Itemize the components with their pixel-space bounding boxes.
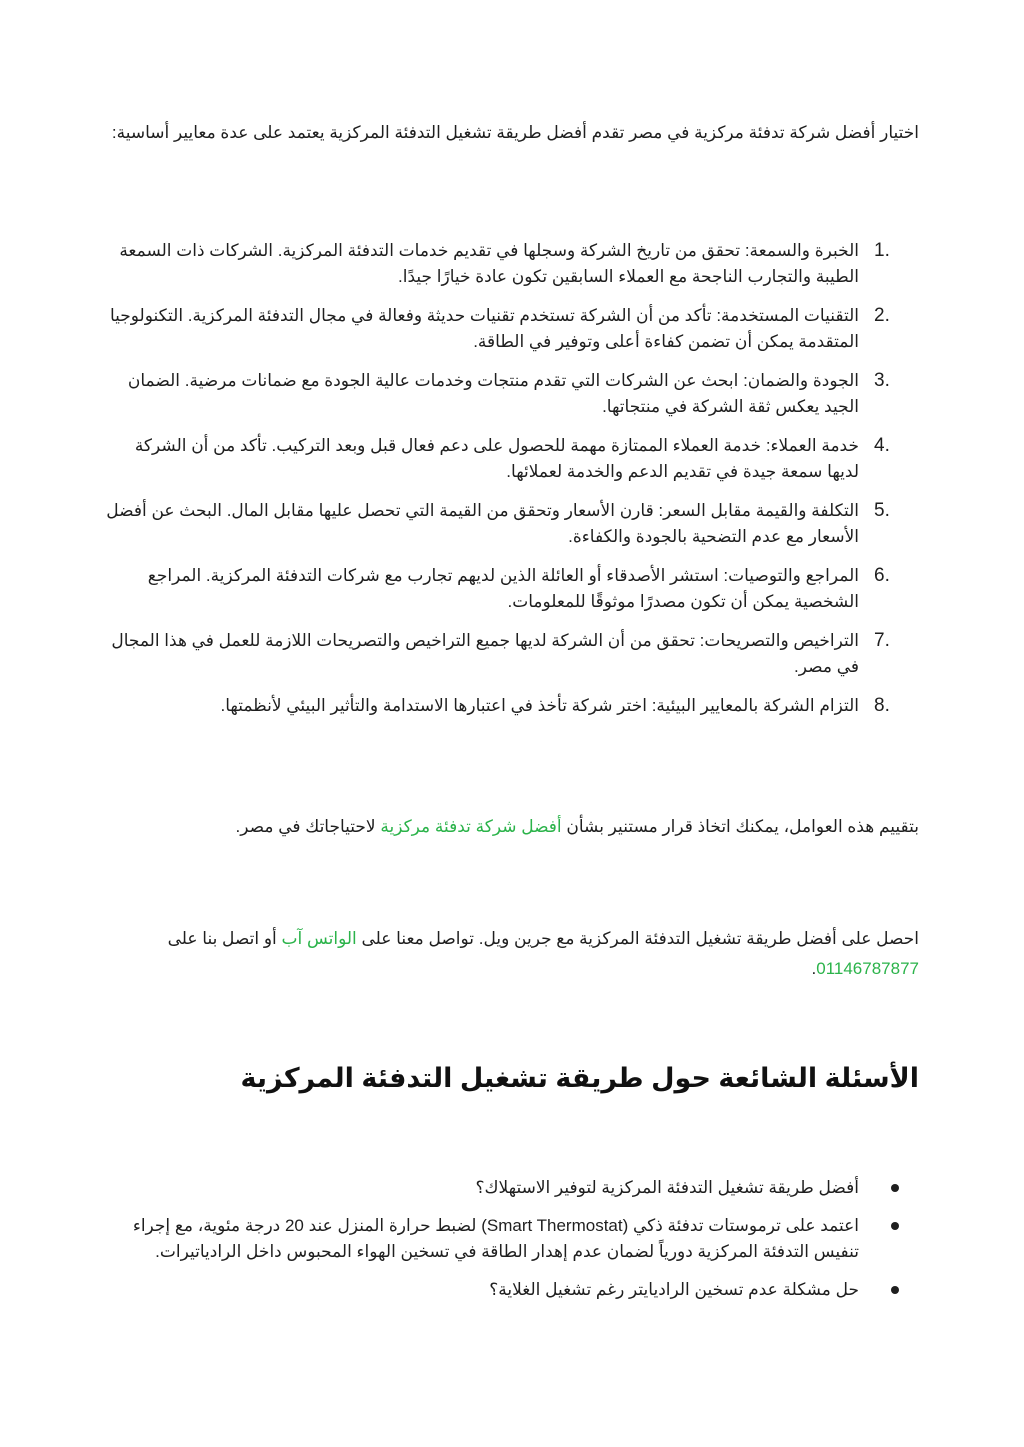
criteria-text: الجودة والضمان: ابحث عن الشركات التي تقدم منتجات وخدمات عالية الجودة مع ضمانات مرضية. الضمان الجيد يعكس ثقة الشركة في منتجاتها. bbox=[127, 371, 859, 416]
faq-item-text: أفضل طريقة تشغيل التدفئة المركزية لتوفير الاستهلاك؟ bbox=[475, 1178, 859, 1197]
list-number: 6. bbox=[874, 565, 890, 586]
list-number: 3. bbox=[874, 370, 890, 391]
contact-paragraph bbox=[104, 924, 919, 984]
criteria-text: خدمة العملاء: خدمة العملاء الممتازة مهمة للحصول على دعم فعال قبل وبعد التركيب. تأكد من أن الشركة لديها سمعة جيدة في تقديم الدعم والخدمة لعملائها. bbox=[134, 436, 859, 481]
list-number: 1. bbox=[874, 240, 890, 261]
faq-item bbox=[99, 1175, 859, 1201]
criteria-text: التقنيات المستخدمة: تأكد من أن الشركة تستخدم تقنيات حديثة وفعالة في مجال التدفئة المركزية. التكنولوجيا المتقدمة يمكن أن تضمن كفاءة أعلى وتوفير في الطاقة. bbox=[109, 306, 859, 351]
list-number: 8. bbox=[874, 695, 890, 716]
criteria-item bbox=[99, 498, 890, 550]
list-number: 4. bbox=[874, 435, 890, 456]
whatsapp-link[interactable]: الواتس آب bbox=[281, 929, 357, 948]
conclusion-text-after: لاحتياجاتك في مصر. bbox=[235, 817, 381, 836]
bullet-icon bbox=[891, 1222, 899, 1230]
criteria-item bbox=[99, 238, 890, 290]
best-heating-company-link[interactable]: أفضل شركة تدفئة مركزية bbox=[380, 817, 562, 836]
contact-text-middle: أو اتصل بنا على bbox=[167, 929, 282, 948]
list-number: 2. bbox=[874, 305, 890, 326]
criteria-item bbox=[99, 693, 890, 719]
faq-item bbox=[99, 1277, 859, 1303]
contact-text-before: احصل على أفضل طريقة تشغيل التدفئة المركزية مع جرين ويل. تواصل معنا على bbox=[356, 929, 919, 948]
criteria-item bbox=[99, 368, 890, 420]
faq-heading: الأسئلة الشائعة حول طريقة تشغيل التدفئة المركزية bbox=[240, 1063, 919, 1093]
criteria-text: التزام الشركة بالمعايير البيئية: اختر شركة تأخذ في اعتبارها الاستدامة والتأثير البيئي لأنظمتها. bbox=[220, 696, 859, 715]
phone-link[interactable]: 01146787877 bbox=[816, 959, 919, 978]
criteria-item bbox=[99, 303, 890, 355]
bullet-icon bbox=[891, 1286, 899, 1294]
conclusion-text-before: بتقييم هذه العوامل، يمكنك اتخاذ قرار مستنير بشأن bbox=[561, 817, 919, 836]
bullet-icon bbox=[891, 1184, 899, 1192]
list-number: 5. bbox=[874, 500, 890, 521]
criteria-list bbox=[99, 238, 890, 732]
conclusion-paragraph bbox=[104, 813, 919, 841]
intro-paragraph: اختيار أفضل شركة تدفئة مركزية في مصر تقدم أفضل طريقة تشغيل التدفئة المركزية يعتمد على عدة معايير أساسية: bbox=[111, 123, 919, 142]
list-number: 7. bbox=[874, 630, 890, 651]
criteria-text: الخبرة والسمعة: تحقق من تاريخ الشركة وسجلها في تقديم خدمات التدفئة المركزية. الشركات ذات السمعة الطيبة والتجارب الناجحة مع العملاء السابقين تكون عادة خيارًا جيدًا. bbox=[119, 241, 859, 286]
faq-item bbox=[99, 1213, 859, 1265]
criteria-item bbox=[99, 433, 890, 485]
criteria-text: التراخيص والتصريحات: تحقق من أن الشركة لديها جميع التراخيص والتصريحات اللازمة للعمل في هذا المجال في مصر. bbox=[111, 631, 859, 676]
faq-item-text: حل مشكلة عدم تسخين الراديايتر رغم تشغيل الغلاية؟ bbox=[489, 1280, 859, 1299]
criteria-item bbox=[99, 628, 890, 680]
criteria-text: المراجع والتوصيات: استشر الأصدقاء أو العائلة الذين لديهم تجارب مع شركات التدفئة المركزية. المراجع الشخصية يمكن أن تكون مصدرًا موثوقًا للمعلومات. bbox=[147, 566, 859, 611]
criteria-item bbox=[99, 563, 890, 615]
faq-list bbox=[99, 1175, 859, 1315]
criteria-text: التكلفة والقيمة مقابل السعر: قارن الأسعار وتحقق من القيمة التي تحصل عليها مقابل المال. البحث عن أفضل الأسعار مع عدم التضحية بالجودة والكفاءة. bbox=[106, 501, 859, 546]
contact-text-end: . bbox=[811, 959, 817, 978]
faq-item-text: اعتمد على ترموستات تدفئة ذكي (Smart Thermostat) لضبط حرارة المنزل عند 20 درجة مئوية، مع إجراء تنفيس التدفئة المركزية دورياً لضمان عدم إهدار الطاقة في تسخين الهواء المحبوس داخل الرادياتيرات. bbox=[132, 1216, 859, 1261]
